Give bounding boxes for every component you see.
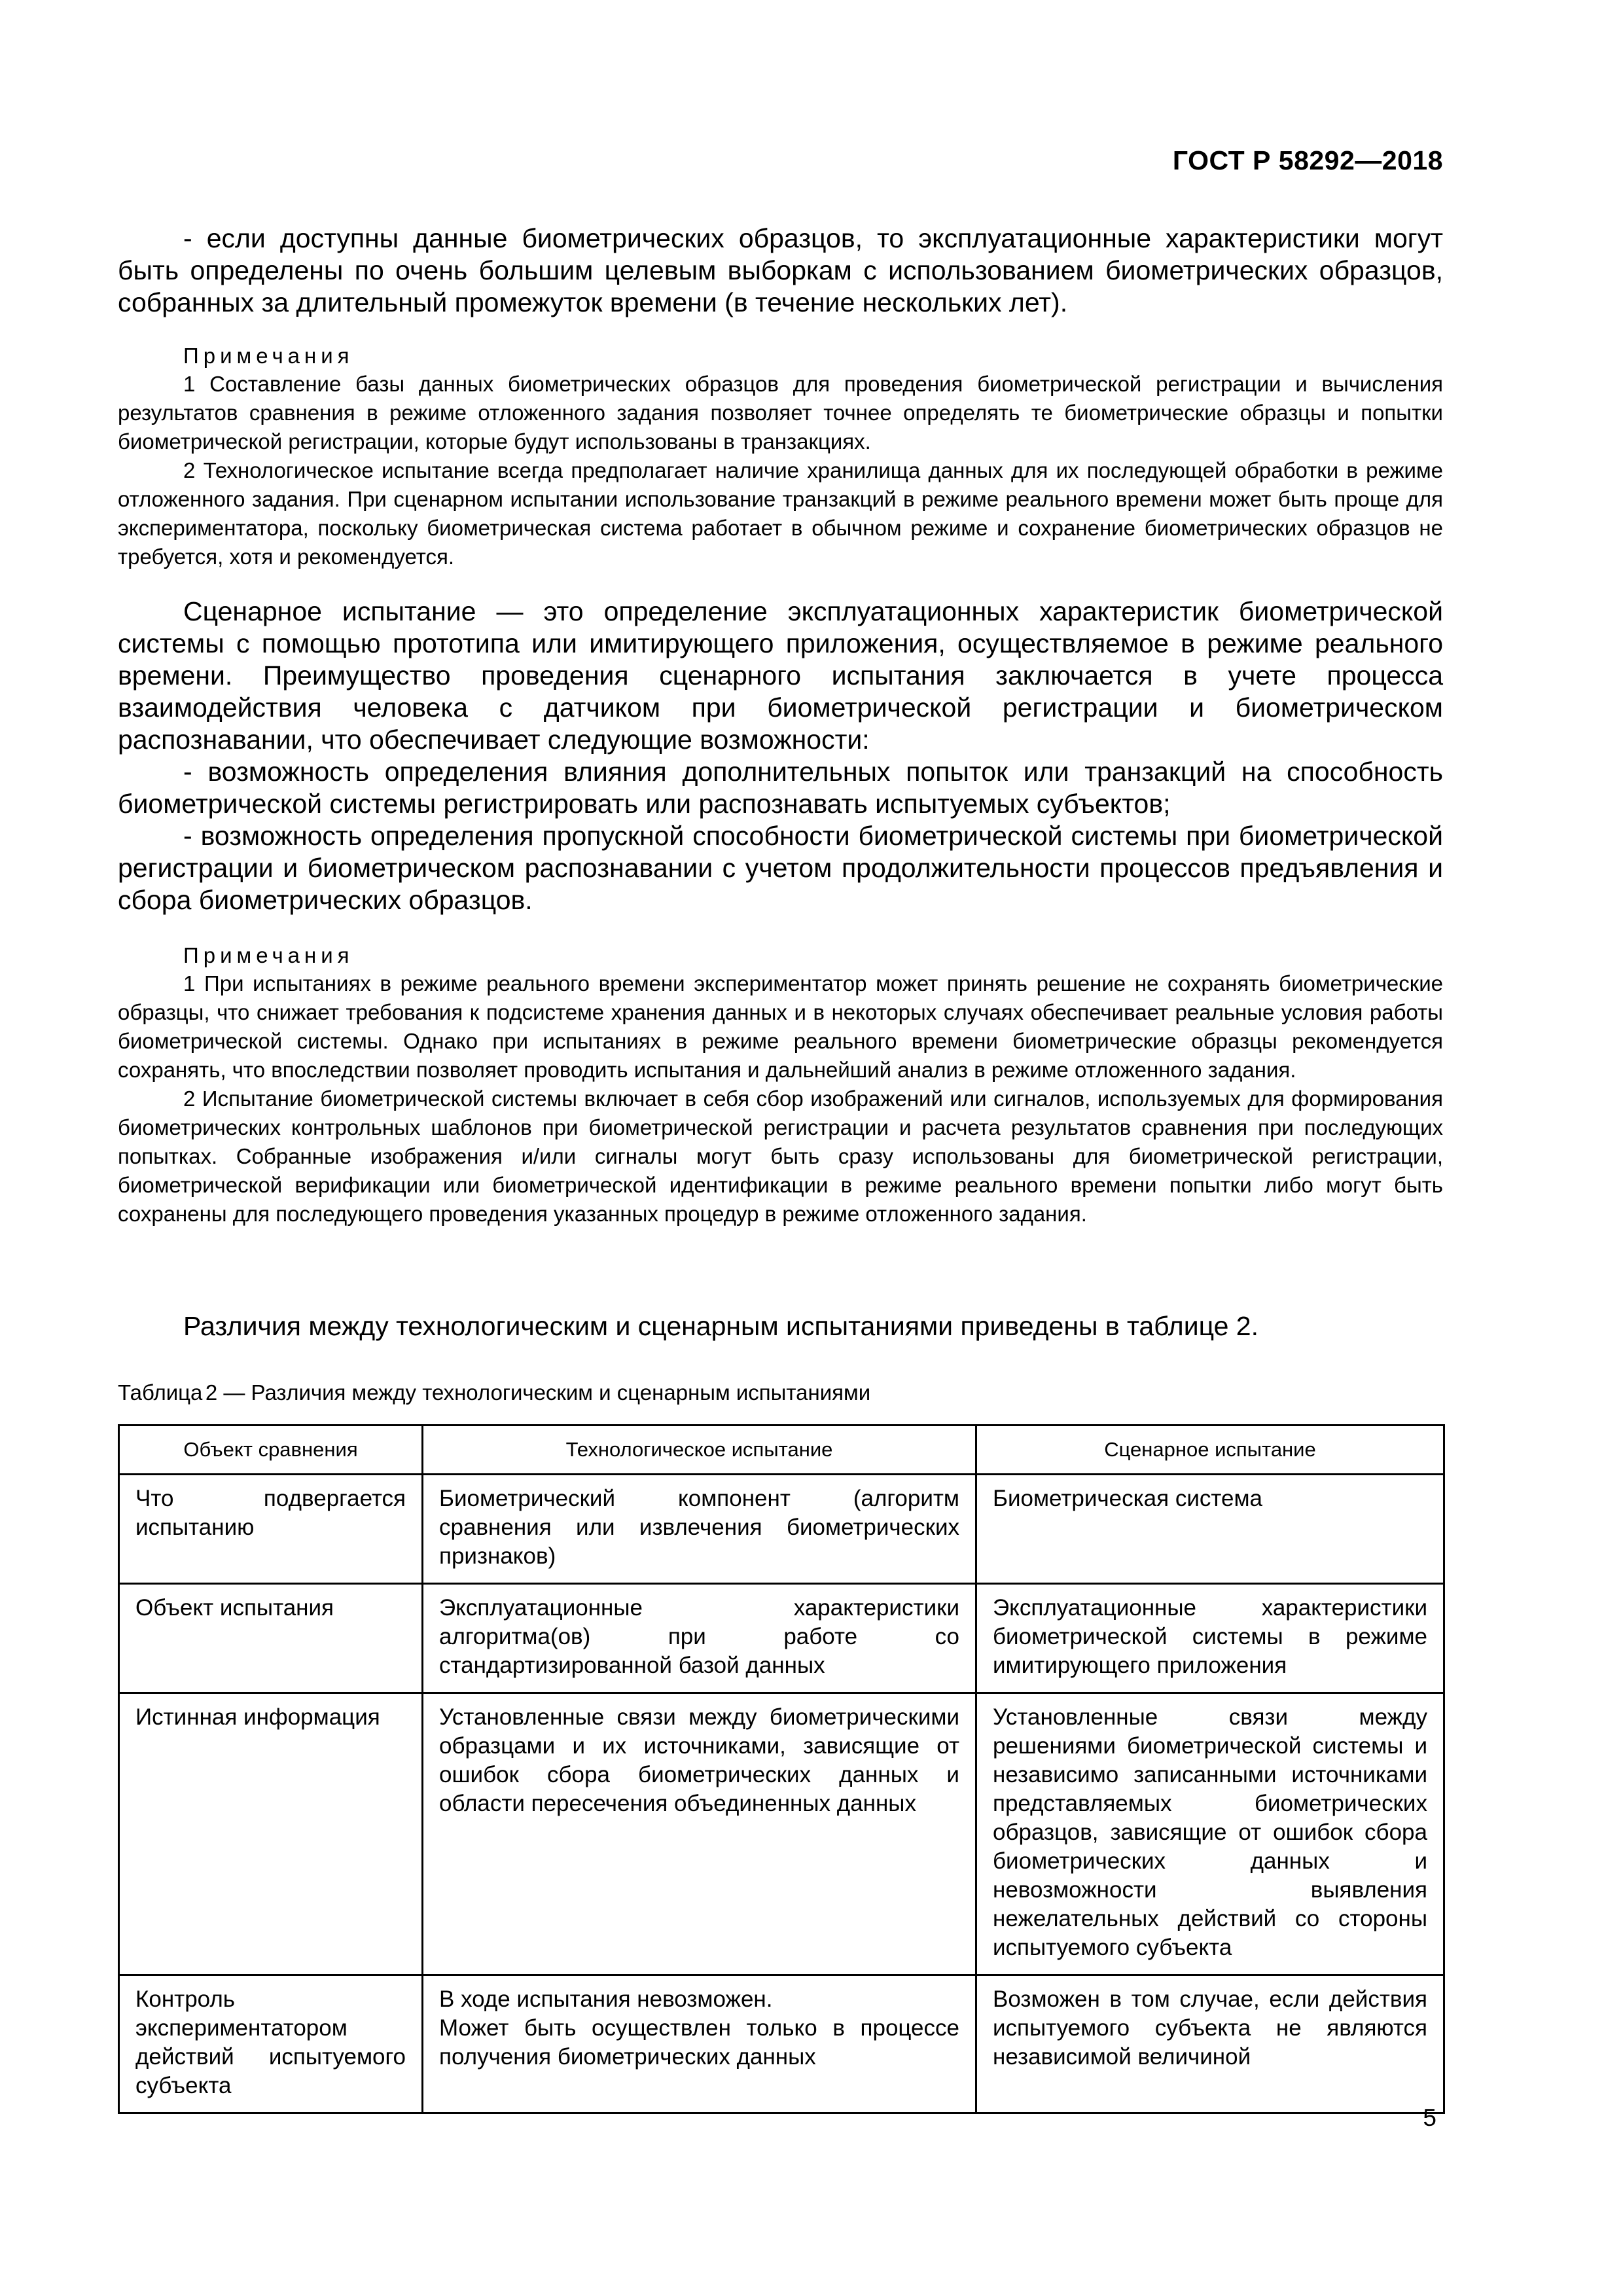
table-cell: Биометрический компонент (алгоритм сравнения или извлечения биометрических признаков) xyxy=(423,1475,976,1584)
note-2: 2 Испытание биометрической системы включает в себя сбор изображений или сигналов, используемых для формирования биометрических контрольных шаблонов при биометрической регистрации и расчета результатов сравнения при последующих попытках. Собранные изображения и/или сигналы могут быть сразу использованы для биометрической регистрации, биометрической верификации или биометрической идентификации в режиме реального времени попытки либо могут быть сохранены для последующего проведения указанных процедур в режиме отложенного задания. xyxy=(118,1086,1443,1226)
comparison-table-wrap xyxy=(118,1424,1443,2114)
intro-list-item: - если доступны данные биометрических образцов, то эксплуатационные характеристики могут быть определены по очень большим целевым выборкам с использованием биометрических образцов, собранных за длительный промежуток времени (в течение нескольких лет). xyxy=(118,223,1443,317)
table-cell: Биометрическая система xyxy=(976,1475,1444,1584)
scenario-paragraph: Сценарное испытание — это определение эксплуатационных характеристик биометрической системы с помощью прототипа или имитирующего приложения, осуществляемое в режиме реального времени. Преимущество проведения сценарного испытания заключается в учете процесса взаимодействия человека с датчиком при биометрической регистрации и биометрическом распознавании, что обеспечивает следующие возможности: xyxy=(118,596,1443,755)
table-caption-word: Таблица xyxy=(118,1380,203,1405)
notes-label: Примечания xyxy=(183,943,354,967)
table-row xyxy=(119,1475,1444,1584)
table-cell: Установленные связи между биометрическими образцами и их источниками, зависящие от ошибок сбора биометрических данных и области пересечения объединенных данных xyxy=(423,1693,976,1975)
document-page xyxy=(118,0,1443,2296)
note-1: 1 Составление базы данных биометрических образцов для проведения биометрической регистрации и вычисления результатов сравнения в режиме отложенного задания позволяет точнее определять те биометрические образцы и попытки биометрической регистрации, которые будут использованы в транзакциях. xyxy=(118,372,1443,454)
table-row xyxy=(119,1975,1444,2113)
table-row xyxy=(119,1693,1444,1975)
differences-paragraph: Различия между технологическим и сценарным испытаниями приведены в таблице 2. xyxy=(183,1311,1259,1341)
table-cell: Эксплуатационные характеристики биометрической системы в режиме имитирующего приложения xyxy=(976,1584,1444,1693)
note-2: 2 Технологическое испытание всегда предполагает наличие хранилища данных для их последующей обработки в режиме отложенного задания. При сценарном испытании использование транзакций в режиме реального времени может быть проще для экспериментатора, поскольку биометрическая система работает в обычном режиме и сохранение биометрических образцов не требуется, хотя и рекомендуется. xyxy=(118,458,1443,569)
column-header: Сценарное испытание xyxy=(976,1426,1444,1475)
comparison-table xyxy=(118,1424,1445,2114)
table-cell: Истинная информация xyxy=(119,1693,423,1975)
table-cell: В ходе испытания невозможен. Может быть осуществлен только в процессе получения биометрических данных xyxy=(423,1975,976,2113)
page-number: 5 xyxy=(1423,2104,1436,2131)
table-cell: Объект испытания xyxy=(119,1584,423,1693)
column-header: Технологическое испытание xyxy=(423,1426,976,1475)
document-code: ГОСТ Р 58292—2018 xyxy=(1172,145,1443,175)
scenario-block xyxy=(118,596,1443,916)
table-cell: Что подвергается испытанию xyxy=(119,1475,423,1584)
scenario-item-2: - возможность определения пропускной способности биометрической системы при биометрической регистрации и биометрическом распознавании с учетом продолжительности процессов предъявления и сбора биометрических образцов. xyxy=(118,821,1443,915)
notes-label: Примечания xyxy=(183,344,354,368)
table-cell: Контроль экспериментатором действий испытуемого субъекта xyxy=(119,1975,423,2113)
notes-block-1 xyxy=(118,342,1443,571)
table-cell: Эксплуатационные характеристики алгоритма(ов) при работе со стандартизированной базой данных xyxy=(423,1584,976,1693)
table-cell: Установленные связи между решениями биометрической системы и независимо записанными источниками представляемых биометрических образцов, зависящие от ошибок сбора биометрических данных и невозможности выявления нежелательных действий со стороны испытуемого субъекта xyxy=(976,1693,1444,1975)
intro-block xyxy=(118,223,1443,319)
notes-block-2 xyxy=(118,941,1443,1229)
note-1: 1 При испытаниях в режиме реального времени экспериментатор может принять решение не сохранять биометрические образцы, что снижает требования к подсистеме хранения данных и в некоторых случаях обеспечивает реальные условия работы биометрической системы. Однако при испытаниях в режиме реального времени биометрические образцы рекомендуется сохранять, что впоследствии позволяет проводить испытания и дальнейший анализ в режиме отложенного задания. xyxy=(118,971,1443,1082)
table-caption xyxy=(118,1378,1443,1407)
scenario-item-1: - возможность определения влияния дополнительных попыток или транзакций на способность биометрической системы регистрировать или распознавать испытуемых субъектов; xyxy=(118,757,1443,819)
table-header-row xyxy=(119,1426,1444,1475)
table-caption-text: 2 — Различия между технологическим и сценарным испытаниями xyxy=(205,1380,871,1405)
table-cell: Возможен в том случае, если действия испытуемого субъекта не являются независимой величиной xyxy=(976,1975,1444,2113)
table-row xyxy=(119,1584,1444,1693)
column-header: Объект сравнения xyxy=(119,1426,423,1475)
differences-block xyxy=(118,1310,1443,1342)
